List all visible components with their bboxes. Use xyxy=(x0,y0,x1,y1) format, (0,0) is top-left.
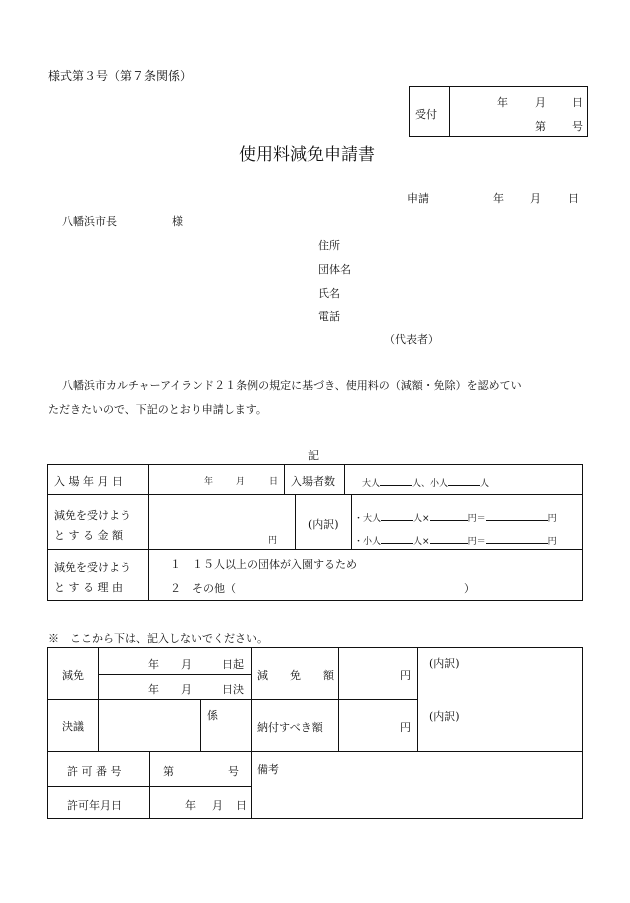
entry-date-day: 日 xyxy=(269,477,279,487)
permit-number-go: 号 xyxy=(228,765,239,778)
applicant-address-label: 住所 xyxy=(318,239,340,252)
start-month: 月 xyxy=(181,658,192,671)
permit-date-year: 年 xyxy=(185,799,196,812)
breakdown-adult: ・大人 人× 円＝ 円 xyxy=(354,509,557,524)
payable-label: 納付すべき額 xyxy=(257,721,323,734)
permit-number-label: 許 可 番 号 xyxy=(67,765,122,778)
permit-date-day: 日 xyxy=(236,799,247,812)
reception-go: 号 xyxy=(572,120,583,133)
application-day: 日 xyxy=(568,192,579,205)
breakdown-label: (内訳) xyxy=(308,518,339,531)
body-text-line-1: 八幡浜市カルチャーアイランド２１条例の規定に基づき、使用料の（減額・免除）を認めてい xyxy=(62,379,522,392)
applicant-phone-label: 電話 xyxy=(318,310,340,323)
application-label: 申請 xyxy=(407,192,429,205)
reason-option-2: ２ その他（ ） xyxy=(170,582,475,595)
reception-month: 月 xyxy=(535,96,546,109)
page-title: 使用料減免申請書 xyxy=(239,145,375,165)
decision-day: 日決 xyxy=(222,683,244,696)
reason-label-2: と す る 理 由 xyxy=(54,581,123,594)
entry-date-year: 年 xyxy=(204,477,214,487)
office-use-note: ※ ここから下は、記入しないでください。 xyxy=(48,632,268,645)
payable-breakdown-label: (内訳) xyxy=(429,710,460,723)
applicant-group-label: 団体名 xyxy=(318,263,351,276)
exemption-amount-yen: 円 xyxy=(400,669,411,682)
entry-date-month: 月 xyxy=(236,477,246,487)
resolution-label: 決議 xyxy=(62,720,84,733)
decision-month: 月 xyxy=(181,683,192,696)
amount-yen: 円 xyxy=(268,536,278,546)
payable-yen: 円 xyxy=(400,721,411,734)
reception-year: 年 xyxy=(497,96,508,109)
exemption-label: 減免 xyxy=(62,669,84,682)
start-year: 年 xyxy=(148,658,159,671)
permit-number-dai: 第 xyxy=(163,765,174,778)
amount-label-1: 減免を受けよう xyxy=(54,509,131,522)
exemption-amount-label: 減 免 額 xyxy=(257,669,334,682)
reason-label-1: 減免を受けよう xyxy=(54,561,131,574)
application-year: 年 xyxy=(493,192,504,205)
visitors-adult-unit: 人、 xyxy=(412,479,431,489)
visitors-child-unit: 人 xyxy=(480,479,490,489)
visitors-adult: 大人 xyxy=(362,479,381,489)
reception-label: 受付 xyxy=(415,108,437,121)
visitors-detail xyxy=(362,474,489,489)
exemption-breakdown-label: (内訳) xyxy=(429,657,460,670)
entry-date-label: 入 場 年 月 日 xyxy=(54,475,123,488)
reception-dai: 第 xyxy=(535,120,546,133)
decision-year: 年 xyxy=(148,683,159,696)
clerk-label: 係 xyxy=(207,709,218,722)
remarks-label: 備考 xyxy=(257,763,279,776)
reason-option-1: １ １５人以上の団体が入園するため xyxy=(170,558,357,571)
addressee-name: 八幡浜市長 xyxy=(62,215,117,228)
permit-date-month: 月 xyxy=(212,799,223,812)
amount-label-2: と す る 金 額 xyxy=(54,529,123,542)
application-month: 月 xyxy=(530,192,541,205)
applicant-name-label: 氏名 xyxy=(318,287,340,300)
breakdown-child: ・小人 人× 円＝ 円 xyxy=(354,532,557,547)
visitors-label: 入場者数 xyxy=(291,475,335,488)
applicant-representative: （代表者） xyxy=(384,333,439,346)
body-text-line-2: ただきたいので、下記のとおり申請します。 xyxy=(48,403,267,416)
visitors-child: 小人 xyxy=(430,479,449,489)
start-day: 日起 xyxy=(222,658,244,671)
permit-date-label: 許可年月日 xyxy=(67,799,122,812)
addressee-suffix: 様 xyxy=(172,215,183,228)
form-number: 様式第３号（第７条関係） xyxy=(48,69,193,83)
reception-day: 日 xyxy=(572,96,583,109)
ki-mark: 記 xyxy=(308,449,319,462)
